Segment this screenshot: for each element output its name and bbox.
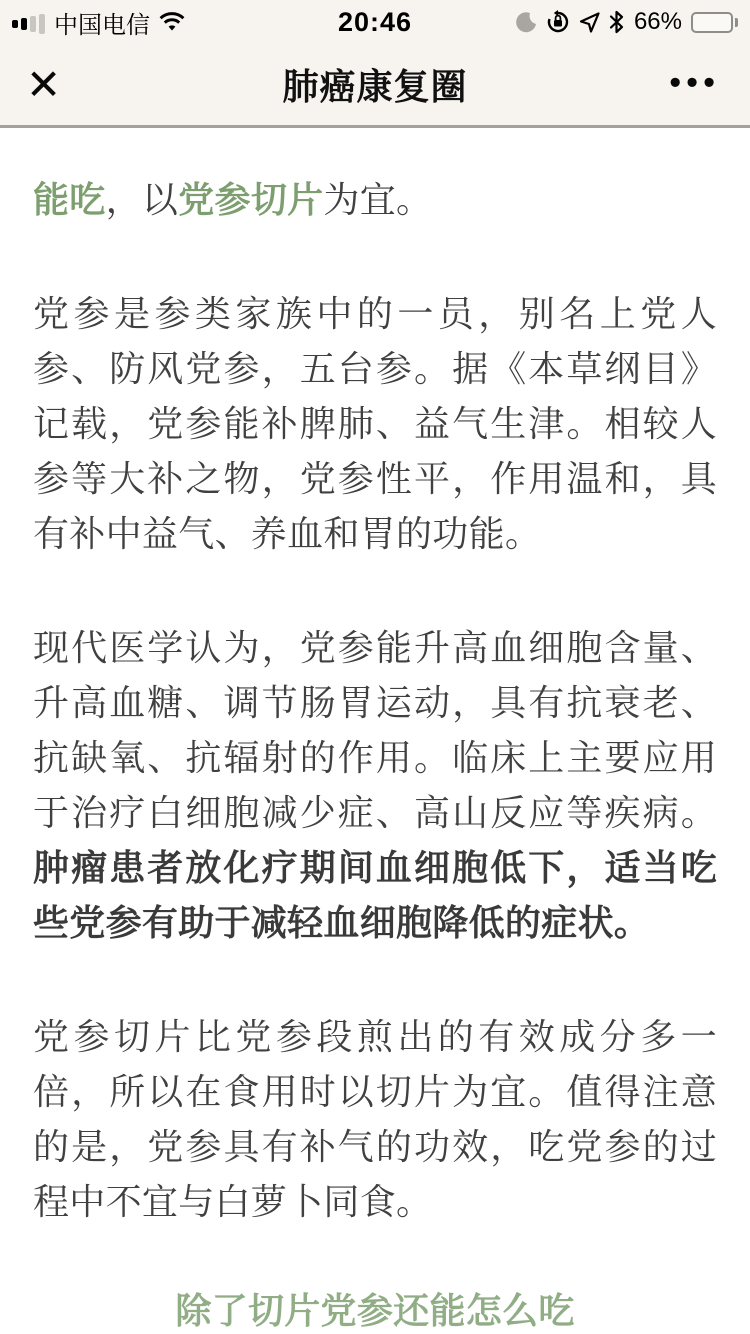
bold-tumor-patients: 肿瘤患者放化疗期间血细胞低下，适当吃些党参有助于减轻血细胞降低的症状。 (33, 847, 717, 943)
status-bar (0, 0, 750, 44)
highlight-dangshen-slices: 党参切片 (178, 179, 324, 220)
paragraph-origin: 党参是参类家族中的一员，别名上党人参、防风党参，五台参。据《本草纲目》记载，党参能补脾肺、益气生津。相较人参等大补之物，党参性平，作用温和，具有补中益气、养血和胃的功能。 (33, 293, 717, 554)
clock: 20:46 (337, 6, 413, 37)
moon-icon (515, 11, 537, 33)
bluetooth-icon (609, 10, 625, 34)
battery-icon (691, 12, 738, 33)
status-bar-right (515, 8, 738, 36)
close-icon[interactable]: ✕ (26, 60, 62, 108)
article-body (0, 128, 750, 1331)
orientation-lock-icon (546, 10, 570, 34)
carrier-label: 中国电信 (54, 11, 150, 39)
wifi-icon (159, 12, 185, 32)
clipped-next-heading: 除了切片党参还能怎么吃 (175, 1290, 575, 1331)
paragraph-usage: 党参切片比党参段煎出的有效成分多一倍，所以在食用时以切片为宜。值得注意的是，党参具有补气的功效，吃党参的过程中不宜与白萝卜同食。 (33, 1016, 717, 1222)
cellular-signal-icon (12, 9, 45, 35)
location-arrow-icon (579, 12, 600, 33)
battery-percent-label: 66% (633, 8, 682, 35)
paragraph-medical: 现代医学认为，党参能升高血细胞含量、升高血糖、调节肠胃运动，具有抗衰老、抗缺氧、抗辐射的作用。临床上主要应用于治疗白细胞减少症、高山反应等疾病。肿瘤患者放化疗期间血细胞低下，适当吃些党参有助于减轻血细胞降低的症状。 (33, 627, 717, 943)
status-bar-left (12, 5, 185, 40)
page-title: 肺癌康复圈 (282, 66, 468, 107)
highlight-can-eat: 能吃 (33, 179, 106, 220)
nav-bar (0, 44, 750, 128)
paragraph-intro: 能吃，以党参切片为宜。 (33, 179, 433, 220)
more-menu-icon[interactable]: ••• (669, 62, 720, 101)
